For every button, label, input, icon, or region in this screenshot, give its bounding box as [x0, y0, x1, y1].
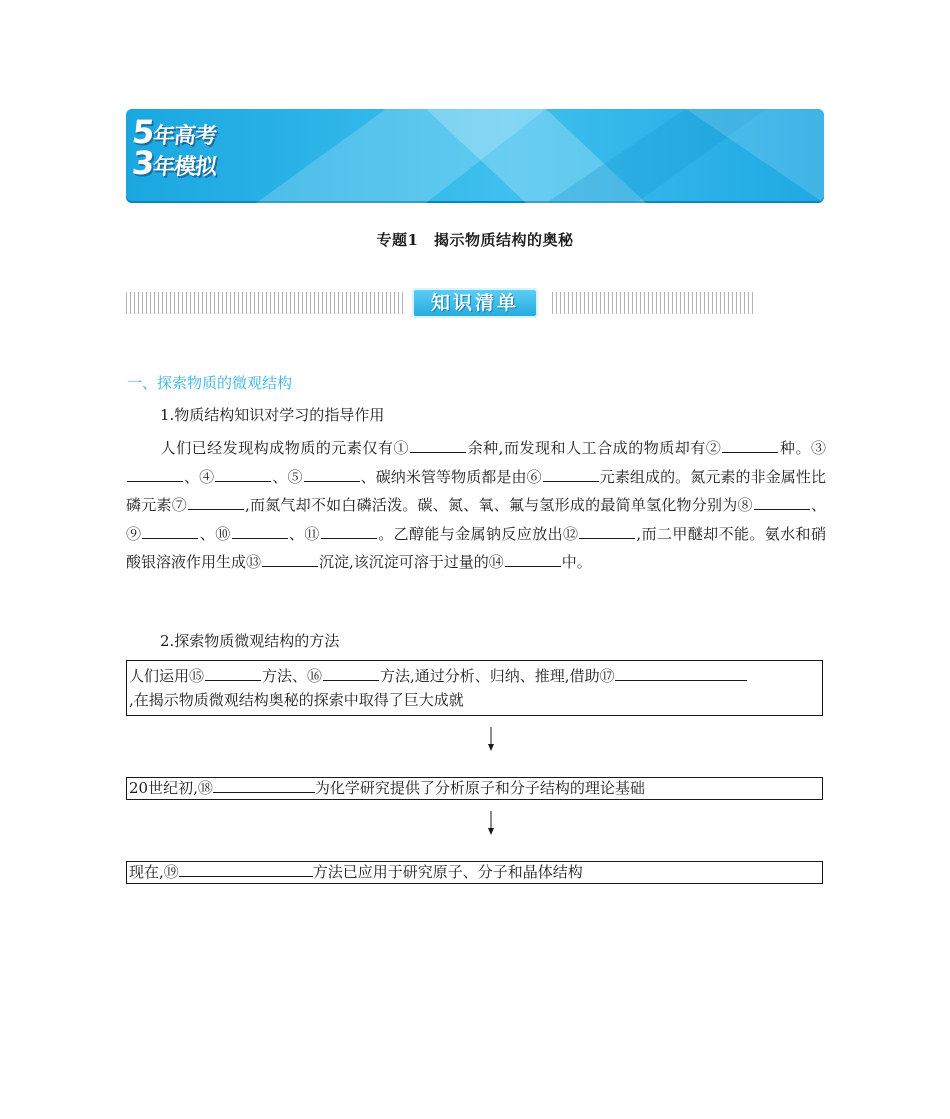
answer-blank[interactable] — [262, 552, 318, 567]
answer-blank[interactable] — [232, 524, 288, 539]
section-heading: 一、探索物质的微观结构 — [127, 374, 293, 392]
flow-box-1: 人们运用⑮ 方法、⑯ 方法,通过分析、归纳、推理,借助⑰ ,在揭示物质微观结构奥秘的探索中取得了巨大成就 — [126, 660, 823, 716]
answer-blank[interactable] — [215, 467, 271, 482]
answer-blank[interactable] — [543, 467, 599, 482]
fill-in-paragraph: 人们已经发现构成物质的元素仅有① 余种,而发现和人工合成的物质却有② 种。③、④ 、⑤ 、碳纳米管等物质都是由⑥ 元素组成的。氮元素的非金属性比磷元素⑦ ,而氮气却不如白磷活泼。碳、氮、氧、氟与氢形成的最简单氢化物分别为⑧ 、⑨ 、⑩ 、⑪ 。乙醇能与金属钠反应放出⑫ ,而二甲醚却不能。氨水和硝酸银溶液作用生成⑬ 沉淀,该沉淀可溶于过量的⑭ 中。 — [126, 439, 826, 571]
brand-logo: 5年高考 3年模拟 — [130, 113, 218, 182]
document-title: 专题1 揭示物质结构的奥秘 — [376, 231, 574, 249]
answer-blank[interactable] — [188, 495, 244, 510]
answer-blank[interactable] — [127, 467, 183, 482]
subsection-heading-1: 1.物质结构知识对学习的指导作用 — [160, 406, 385, 424]
answer-blank[interactable] — [304, 467, 360, 482]
answer-blank[interactable] — [410, 438, 466, 453]
answer-blank[interactable] — [615, 666, 747, 681]
answer-blank[interactable] — [579, 524, 635, 539]
answer-blank[interactable] — [142, 524, 198, 539]
section-divider-right — [552, 292, 754, 314]
flow-box-3: 现在,⑲ 方法已应用于研究原子、分子和晶体结构 — [126, 861, 823, 884]
answer-blank[interactable] — [213, 778, 315, 793]
answer-blank[interactable] — [754, 495, 810, 510]
flow-arrow-down-icon — [487, 727, 495, 751]
answer-blank[interactable] — [722, 438, 778, 453]
flow-box-2: 20世纪初,⑱ 为化学研究提供了分析原子和分子结构的理论基础 — [126, 777, 823, 800]
answer-blank[interactable] — [179, 862, 313, 877]
subsection-heading-2: 2.探索物质微观结构的方法 — [160, 632, 340, 650]
header-banner — [126, 109, 824, 203]
section-badge: 知识清单 — [412, 288, 538, 318]
flow-arrow-down-icon — [487, 811, 495, 835]
answer-blank[interactable] — [205, 666, 261, 681]
section-divider-left — [126, 292, 406, 314]
answer-blank[interactable] — [321, 524, 377, 539]
answer-blank[interactable] — [505, 552, 561, 567]
answer-blank[interactable] — [323, 666, 379, 681]
